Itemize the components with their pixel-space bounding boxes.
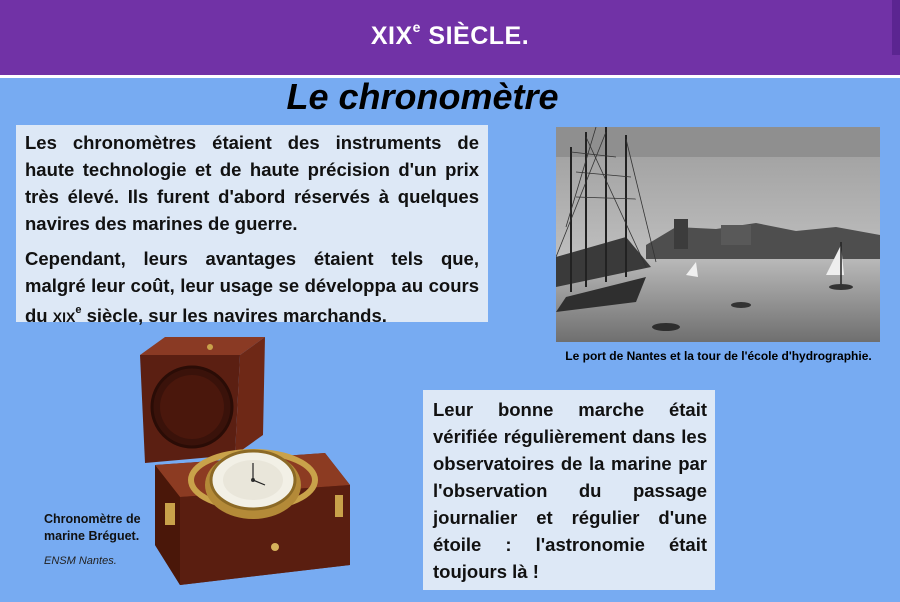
chronometer-illustration [135, 335, 365, 595]
marine-chronometer-photo [135, 335, 365, 595]
page-title: Le chronomètre [286, 76, 559, 117]
engraving-illustration [556, 127, 880, 342]
chronometer-credit: ENSM Nantes. [44, 555, 117, 567]
intro-paragraph-2 [25, 245, 479, 331]
port-caption: Le port de Nantes et la tour de l'école d'hydrographie. [565, 349, 872, 363]
intro-paragraph-2-end: siècle, sur les navires marchands. [81, 305, 387, 327]
chronometer-caption-line-1: Chronomètre de [44, 512, 141, 526]
header-title-prefix: XIX [370, 22, 413, 50]
header-banner [0, 0, 900, 78]
intro-paragraph-1: Les chronomètres étaient des instruments de haute technologie et de haute précision d'un prix très élevé. Ils furent d'abord réservés à quelques navires des marines de guerre. [25, 132, 479, 234]
header-title [0, 19, 900, 51]
intro-text-box [16, 125, 488, 327]
observatory-text-box: Leur bonne marche était vérifiée régulièrement dans les observatoires de la marine par l'observation du passage journalier et régulier d'une étoile : l'astronomie était toujours là ! [423, 390, 715, 590]
header-title-sup: e [412, 19, 421, 35]
nantes-port-engraving [556, 127, 880, 342]
chronometer-caption-line-2: marine Bréguet. [44, 529, 140, 543]
chronometer-caption [44, 511, 164, 545]
header-title-suffix: SIÈCLE. [420, 22, 530, 50]
intro-century: XIX [52, 309, 76, 326]
intro-century-sup: e [75, 304, 82, 316]
intro-paragraph-2-start: Cependant, leurs avantages étaient tels que, malgré leur coût, leur usage se développa au cours du [25, 248, 479, 327]
